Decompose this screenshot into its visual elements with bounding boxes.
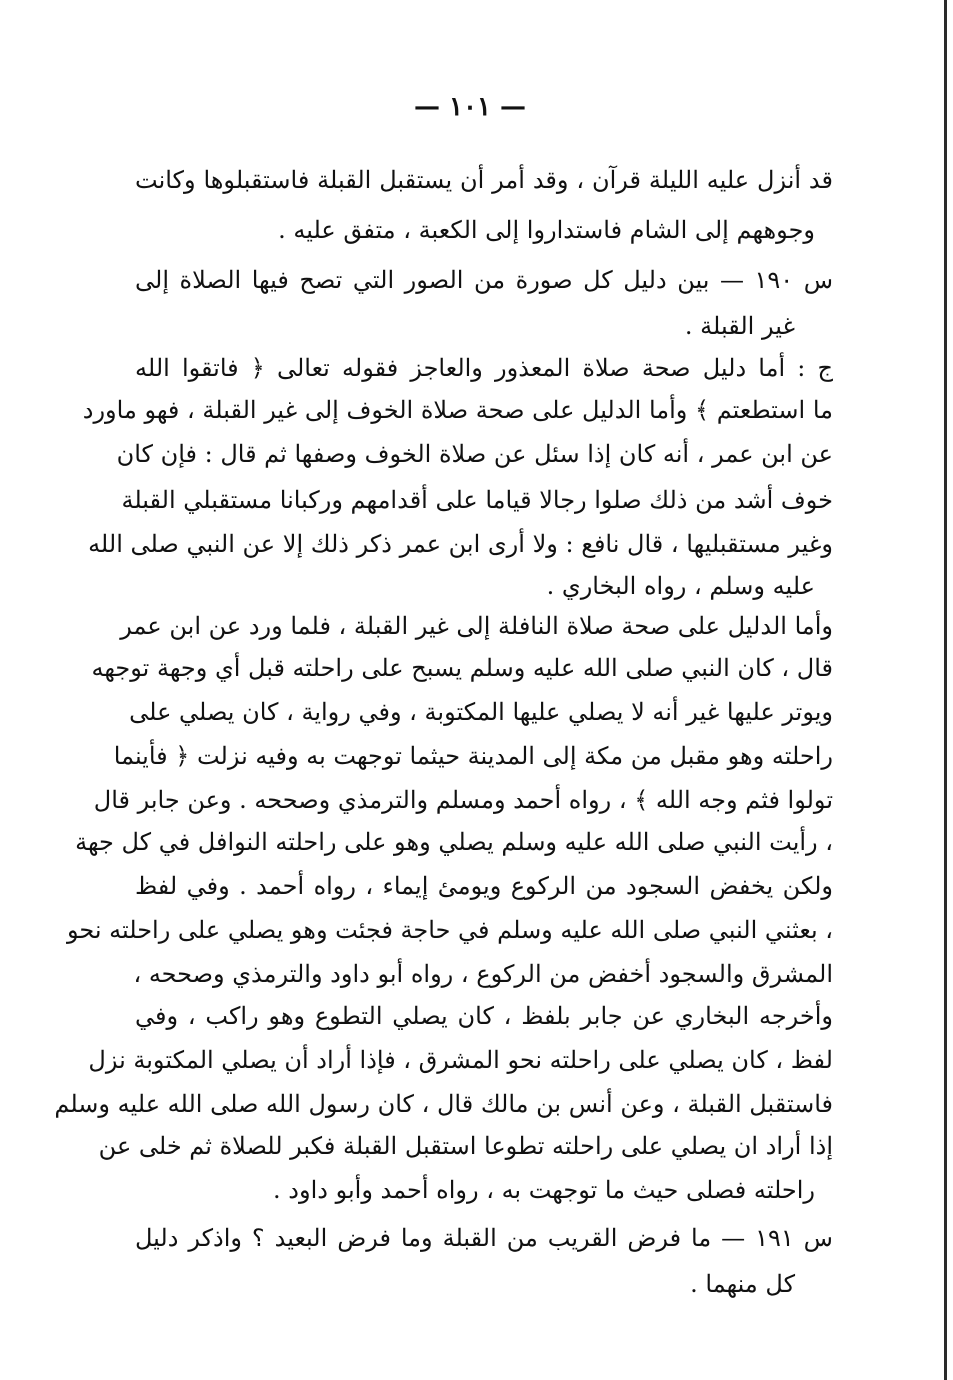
- text-line: فاستقبل القبلة ، وعن أنس بن مالك قال ، كان رسول الله صلى الله عليه وسلم: [54, 1090, 833, 1118]
- text-line: إذا أراد ان يصلي على راحلته تطوعا استقبل القبلة فكبر للصلاة ثم خلى عن: [98, 1132, 833, 1160]
- text-line: ما استطعتم ﴾ وأما الدليل على صحة صلاة الخوف إلى غير القبلة ، فهو ماورد: [82, 396, 833, 424]
- text-line: ويوتر عليها غير أنه لا يصلي عليها المكتوبة ، وفي رواية ، كان يصلي على: [129, 698, 833, 726]
- question-190: س ١٩٠ — بين دليل كل صورة من الصور التي تصح فيها الصلاة إلى: [135, 266, 833, 294]
- text-line: تولوا فثم وجه الله ﴾ ، رواه أحمد ومسلم والترمذي وصححه . وعن جابر قال: [93, 786, 833, 814]
- text-line: وجوههم إلى الشام فاستداروا إلى الكعبة ، متفق عليه .: [278, 216, 815, 244]
- text-line: راحلته فصلى حيث ما توجهت به ، رواه أحمد وأبو داود .: [273, 1176, 815, 1204]
- text-line: ولكن يخفض السجود من الركوع ويومئ إيماء ، رواه أحمد . وفي لفظ: [135, 872, 833, 900]
- text-line: وأما الدليل على صحة صلاة النافلة إلى غير القبلة ، فلما ورد عن ابن عمر: [120, 612, 833, 640]
- page-number: — ١٠١ —: [413, 92, 527, 122]
- text-line: وأخرجه البخاري عن جابر بلفظ ، كان يصلي التطوع وهو راكب ، وفي: [135, 1002, 833, 1030]
- text-line: عن ابن عمر ، أنه كان إذا سئل عن صلاة الخوف وصفها ثم قال : فإن كان: [116, 440, 833, 468]
- question-191: س ١٩١ — ما فرض القريب من القبلة وما فرض البعيد ؟ واذكر دليل: [135, 1224, 833, 1252]
- text-line: خوف أشد من ذلك صلوا رجالا قياما على أقدامهم وركبانا مستقبلي القبلة: [121, 486, 833, 514]
- text-line: قد أنزل عليه الليلة قرآن ، وقد أمر أن يستقبل القبلة فاستقبلوها وكانت: [135, 166, 833, 194]
- text-line: المشرق والسجود أخفض من الركوع ، رواه أبو داود والترمذي وصححه ،: [133, 960, 833, 988]
- text-line: قال ، كان النبي صلى الله عليه وسلم يسبح على راحلته قبل أي وجهة توجهه: [91, 654, 833, 682]
- text-line: لفظ ، كان يصلي على راحلته نحو المشرق ، فإذا أراد أن يصلي المكتوبة نزل: [88, 1046, 833, 1074]
- text-line: وغير مستقبليها ، قال نافع : ولا أرى ابن عمر ذكر ذلك إلا عن النبي صلى الله: [88, 530, 833, 558]
- page-edge-rule: [944, 0, 947, 1380]
- text-line: ، رأيت النبي صلى الله عليه وسلم يصلي وهو على راحلته النوافل في كل جهة: [75, 828, 833, 856]
- text-line: كل منهما .: [690, 1270, 795, 1298]
- text-line: راحلته وهو مقبل من مكة إلى المدينة حيثما توجهت به وفيه نزلت ﴿ فأينما: [113, 742, 833, 770]
- text-line: ، بعثني النبي صلى الله عليه وسلم في حاجة فجئت وهو يصلي على راحلته نحو: [66, 916, 833, 944]
- text-line: غير القبلة .: [684, 312, 795, 340]
- text-line: عليه وسلم ، رواه البخاري .: [546, 572, 815, 600]
- answer-line: ج : أما دليل صحة صلاة المعذور والعاجز فقوله تعالى ﴿ فاتقوا الله: [135, 354, 833, 382]
